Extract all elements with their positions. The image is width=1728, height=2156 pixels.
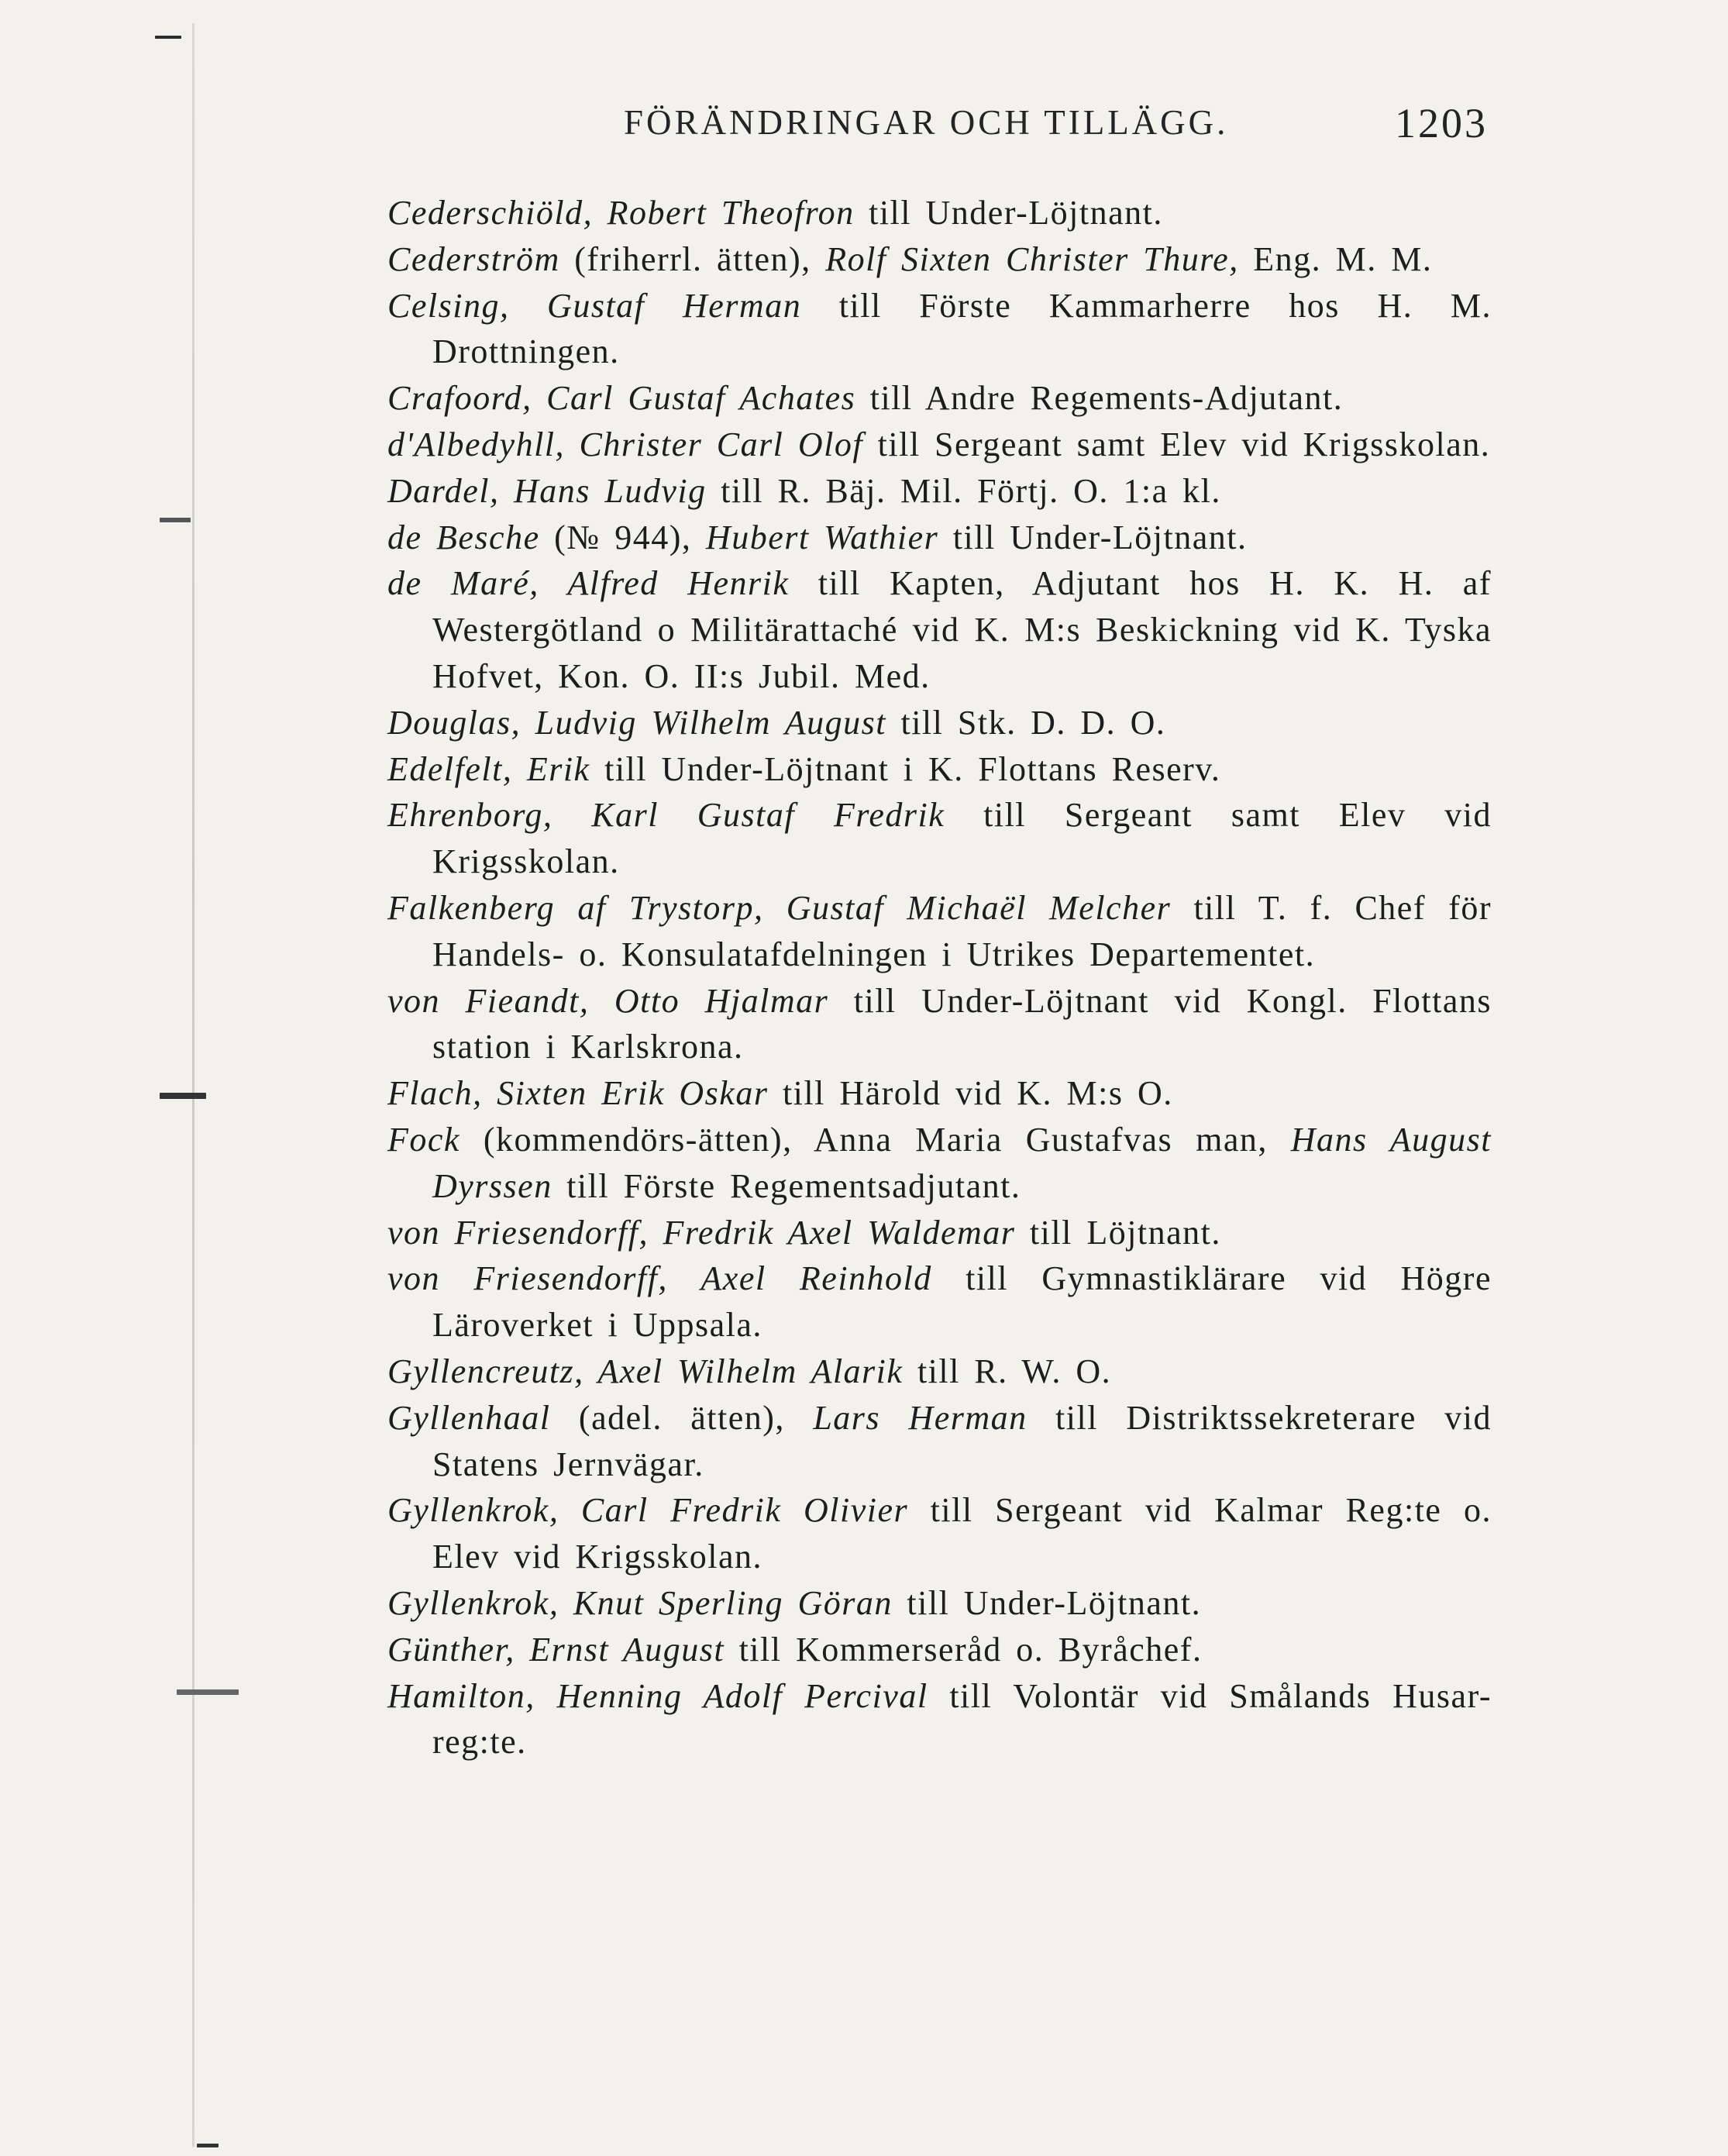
entry-name: Fock: [387, 1120, 460, 1159]
entry-text: till Sergeant samt Elev vid Krigsskolan.: [863, 425, 1491, 463]
list-item: [387, 885, 1492, 978]
gutter-mark: [197, 2144, 219, 2147]
entry-text: till T. f. Chef för Handels- o. Konsulatafdelningen i Utrikes Departementet.: [432, 888, 1492, 973]
page-number: 1203: [1395, 100, 1488, 146]
entry-name: Gyllenkrok, Knut Sperling Göran: [387, 1583, 893, 1622]
entry-list: [387, 190, 1492, 1765]
entry-text: till Kapten, Adjutant hos H. K. H. af Westergötland o Militärattaché vid K. M:s Beskickning vid K. Tyska Hofvet, Kon. O. II:s Jubil. Med.: [432, 564, 1492, 695]
list-item: [387, 468, 1492, 515]
list-item: [387, 422, 1492, 468]
entry-text: till Sergeant samt Elev vid Krigsskolan.: [432, 796, 1492, 881]
entry-name: Celsing, Gustaf Herman: [387, 286, 802, 325]
entry-text: till Andre Regements-Adjutant.: [855, 379, 1344, 418]
entry-text: (adel. ätten),: [550, 1398, 814, 1437]
entry-text: till R. Bäj. Mil. Förtj. O. 1:a kl.: [706, 471, 1221, 510]
list-item: [387, 1395, 1492, 1488]
entry-name: Gyllencreutz, Axel Wilhelm Alarik: [387, 1352, 904, 1390]
entry-text: (kommendörs-ätten), Anna Maria Gustafvas man,: [460, 1120, 1291, 1159]
entry-name: Günther, Ernst August: [387, 1630, 725, 1669]
list-item: [387, 1348, 1492, 1395]
entry-name: von Friesendorff, Axel Reinhold: [387, 1259, 932, 1298]
list-item: [387, 1117, 1492, 1210]
entry-text: (№ 944),: [539, 518, 706, 556]
list-item: [387, 236, 1492, 283]
entry-name: Edelfelt, Erik: [387, 749, 590, 788]
list-item: [387, 560, 1492, 699]
list-item: [387, 375, 1492, 422]
entry-name: von Fieandt, Otto Hjalmar: [387, 981, 829, 1020]
list-item: [387, 1487, 1492, 1580]
entry-text-secondary: Eng. M. M.: [1238, 239, 1433, 278]
entry-text: till Under-Löjtnant.: [854, 194, 1163, 232]
entry-name: Dardel, Hans Ludvig: [387, 471, 707, 510]
header-title: FÖRÄNDRINGAR OCH TILLÄGG.: [624, 103, 1229, 142]
entry-text-secondary: till Under-Löjtnant.: [938, 518, 1248, 556]
entry-text: till Sergeant vid Kalmar Reg:te o. Elev vid Krigsskolan.: [432, 1491, 1492, 1576]
gutter-mark: [177, 1689, 239, 1695]
entry-text: (friherrl. ätten),: [559, 239, 826, 278]
list-item: [387, 1210, 1492, 1256]
list-item: [387, 1255, 1492, 1348]
list-item: [387, 283, 1492, 376]
entry-name: Hamilton, Henning Adolf Percival: [387, 1676, 928, 1715]
entry-text: till Härold vid K. M:s O.: [768, 1074, 1173, 1113]
entry-text: till Gymnastiklärare vid Högre Läroverket i Uppsala.: [432, 1259, 1492, 1345]
entry-name-secondary: Hans August Dyrssen: [432, 1120, 1492, 1205]
entry-name: Gyllenkrok, Carl Fredrik Olivier: [387, 1491, 909, 1530]
gutter-mark: [155, 36, 181, 39]
entry-name: von Friesendorff, Fredrik Axel Waldemar: [387, 1213, 1016, 1252]
entry-text: till Under-Löjtnant.: [892, 1583, 1202, 1622]
entry-name: Gyllenhaal: [387, 1398, 551, 1437]
entry-name: de Besche: [387, 518, 540, 556]
list-item: [387, 746, 1492, 793]
list-item: [387, 792, 1492, 885]
binding-edge: [192, 23, 194, 2147]
entry-text: till Volontär vid Smålands Husar-reg:te.: [432, 1676, 1492, 1762]
list-item: [387, 515, 1492, 561]
entry-text-secondary: till Förste Regementsadjutant.: [552, 1166, 1021, 1205]
entry-name: Crafoord, Carl Gustaf Achates: [387, 379, 856, 418]
entry-text: till Förste Kammarherre hos H. M. Drottningen.: [432, 286, 1492, 371]
entry-text: till R. W. O.: [903, 1352, 1112, 1390]
entry-text: till Löjtnant.: [1015, 1213, 1221, 1252]
list-item: [387, 1627, 1492, 1673]
running-head: [387, 95, 1488, 157]
list-item: [387, 700, 1492, 746]
list-item: [387, 978, 1492, 1071]
entry-text-secondary: till Distriktssekreterare vid Statens Jernvägar.: [432, 1398, 1492, 1483]
entry-name: Flach, Sixten Erik Oskar: [387, 1074, 769, 1113]
list-item: [387, 1673, 1492, 1766]
entry-name-secondary: Rolf Sixten Christer Thure,: [825, 239, 1239, 278]
entry-text: till Under-Löjtnant i K. Flottans Reserv.: [590, 749, 1221, 788]
list-item: [387, 1070, 1492, 1117]
entry-name: de Maré, Alfred Henrik: [387, 564, 790, 603]
list-item: [387, 1580, 1492, 1627]
entry-text: till Kommerseråd o. Byråchef.: [725, 1630, 1203, 1669]
entry-name: Ehrenborg, Karl Gustaf Fredrik: [387, 796, 945, 835]
entry-name: d'Albedyhll, Christer Carl Olof: [387, 425, 864, 463]
entry-text: till Stk. D. D. O.: [886, 703, 1166, 742]
entry-text: till Under-Löjtnant vid Kongl. Flottans station i Karlskrona.: [432, 981, 1492, 1066]
entry-name: Falkenberg af Trystorp, Gustaf Michaël Melcher: [387, 888, 1172, 927]
entry-name-secondary: Hubert Wathier: [705, 518, 939, 556]
list-item: [387, 190, 1492, 236]
entry-name: Cederström: [387, 239, 560, 278]
entry-name-secondary: Lars Herman: [813, 1398, 1028, 1437]
entry-name: Cederschiöld, Robert Theofron: [387, 194, 855, 232]
gutter-mark: [160, 518, 191, 522]
entry-name: Douglas, Ludvig Wilhelm August: [387, 703, 886, 742]
gutter-mark: [160, 1093, 206, 1099]
